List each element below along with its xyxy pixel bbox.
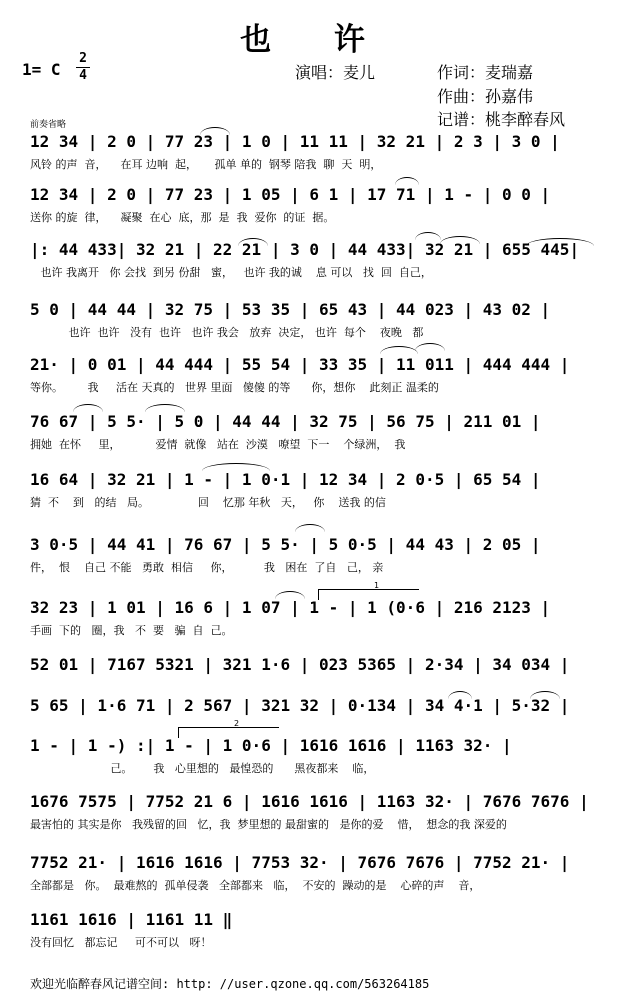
tie-slur — [275, 591, 305, 599]
tie-slur — [145, 404, 185, 412]
score-row-3 — [22, 240, 612, 279]
lyrics-line: 也许 也许 没有 也许 也许 我会 放弃 决定， 也许 每个 夜晚 都 — [30, 326, 424, 339]
score-row-2 — [22, 185, 612, 224]
notation-line: 52 01 | 7167 5321 | 321 1·6 | 023 5365 | 2·34 | 34 034 | — [30, 655, 570, 674]
lyricist-credit: 作词：麦瑞嘉 — [437, 63, 534, 82]
lyrics-line: 手画 下的 圈，我 不 要 骗 自 己。 — [30, 624, 233, 637]
notation-line: 16 64 | 32 21 | 1 - | 1 0·1 | 12 34 | 2 0·5 | 65 54 | — [30, 470, 541, 489]
score-row-4 — [22, 300, 612, 339]
score-row-8 — [22, 535, 612, 574]
lyrics-line: 风铃 的声 音， 在耳 边响 起， 孤单 单的 钢琴 陪我 聊 天 明， — [30, 158, 382, 171]
tie-slur — [415, 343, 445, 351]
tie-slur — [380, 346, 418, 354]
score-row-11 — [22, 696, 612, 722]
score-row-7 — [22, 470, 612, 509]
tie-slur — [295, 524, 325, 532]
notation-line: 5 65 | 1·6 71 | 2 567 | 321 32 | 0·134 | 34 4·1 | 5·32 | — [30, 696, 570, 715]
tie-slur — [395, 177, 419, 185]
score-row-14 — [22, 853, 612, 892]
song-title: 也 许 — [240, 22, 391, 58]
composer-credit: 作曲：孙嘉伟 — [437, 87, 534, 106]
singer-credit: 演唱：麦儿 — [295, 63, 376, 82]
lyrics-line: 送你 的旋 律， 凝聚 在心 底，那 是 我 爱你 的证 据。 — [30, 211, 335, 224]
lyrics-line: 没有回忆 都忘记 可不可以 呀！ — [30, 936, 212, 949]
score-row-5 — [22, 355, 612, 394]
notation-line: 76 67 | 5 5· | 5 0 | 44 44 | 32 75 | 56 75 | 211 01 | — [30, 412, 541, 431]
notation-line: 5 0 | 44 44 | 32 75 | 53 35 | 65 43 | 44 023 | 43 02 | — [30, 300, 551, 319]
score-row-15 — [22, 910, 612, 949]
lyrics-line: 最害怕的 其实是你 我残留的回 忆，我 梦里想的 最甜蜜的 是你的爱 惜， 想念的我 深爱的 — [30, 818, 507, 831]
tie-slur — [200, 127, 230, 135]
notation-line: 32 23 | 1 01 | 16 6 | 1 07 | 1 - | 1 (0·6 | 216 2123 | — [30, 598, 551, 617]
tie-slur — [202, 463, 270, 471]
lyrics-line: 己。 我 心里想的 最惶恐的 黑夜都来 临， — [30, 762, 375, 775]
transcriber-credit: 记谱：桃李醉春风 — [437, 110, 566, 129]
notation-line: 1676 7575 | 7752 21 6 | 1616 1616 | 1163 32· | 7676 7676 | — [30, 792, 589, 811]
notation-line: 3 0·5 | 44 41 | 76 67 | 5 5· | 5 0·5 | 44 43 | 2 05 | — [30, 535, 541, 554]
lyrics-line: 等你。 我 活在 天真的 世界 里面 傻傻 的等 你，想你 此刻正 温柔的 — [30, 381, 439, 394]
lyrics-line: 件， 恨 自己 不能 勇敢 相信 你， 我 困在 了自 己， 亲 — [30, 561, 384, 574]
time-signature — [76, 52, 90, 83]
key-signature: 1= C — [22, 60, 61, 79]
lyrics-line: 全部都是 你。 最难熬的 孤单侵袭 全部都来 临， 不安的 躁动的是 心碎的声 音， — [30, 879, 481, 892]
time-signature-top: 2 — [79, 51, 87, 66]
notation-line: 1161 1616 | 1161 11 ‖ — [30, 910, 233, 929]
score-row-1 — [22, 132, 612, 171]
score-row-10 — [22, 655, 612, 681]
volta-bracket — [318, 581, 419, 600]
score-row-12 — [22, 736, 612, 775]
volta-number: 2 — [234, 719, 240, 728]
notation-line: 12 34 | 2 0 | 77 23 | 1 05 | 6 1 | 17 71 | 1 - | 0 0 | — [30, 185, 551, 204]
notation-line: |: 44 433| 32 21 | 22 21 | 3 0 | 44 433| 32 21 | 655 445| — [30, 240, 580, 259]
score-row-13 — [22, 792, 612, 831]
lyrics-line: 拥她 在怀 里， 爱情 就像 站在 沙漠 嘹望 下一 个绿洲， 我 — [30, 438, 406, 451]
time-signature-bottom: 4 — [79, 68, 87, 83]
tie-slur — [448, 691, 472, 699]
volta-number: 1 — [374, 581, 380, 590]
score-row-6 — [22, 412, 612, 451]
lyrics-line: 猜 不 到 的结 局。 回 忆那 年秋 天， 你 送我 的信 — [30, 496, 386, 509]
tie-slur — [73, 404, 103, 412]
tie-slur — [440, 236, 480, 244]
notation-line: 7752 21· | 1616 1616 | 7753 32· | 7676 7676 | 7752 21· | — [30, 853, 570, 872]
notation-line: 12 34 | 2 0 | 77 23 | 1 0 | 11 11 | 32 21 | 2 3 | 3 0 | — [30, 132, 560, 151]
notation-line: 1 - | 1 -) :| 1 - | 1 0·6 | 1616 1616 | 1163 32· | — [30, 736, 512, 755]
intro-omitted-note: 前奏省略 — [30, 120, 67, 130]
score-row-9 — [22, 598, 612, 637]
notation-line: 21· | 0 01 | 44 444 | 55 54 | 33 35 | 11 011 | 444 444 | — [30, 355, 570, 374]
lyrics-line: 也许 我离开 你 会找 到另 份甜 蜜， 也许 我的诚 息 可以 找 回 自己， — [30, 266, 432, 279]
footer-link-text: 欢迎光临醉春风记谱空间: http: //user.qzone.qq.com/563264185 — [30, 977, 430, 991]
volta-bracket — [178, 719, 279, 738]
tie-slur — [415, 232, 441, 240]
tie-slur — [530, 691, 560, 699]
